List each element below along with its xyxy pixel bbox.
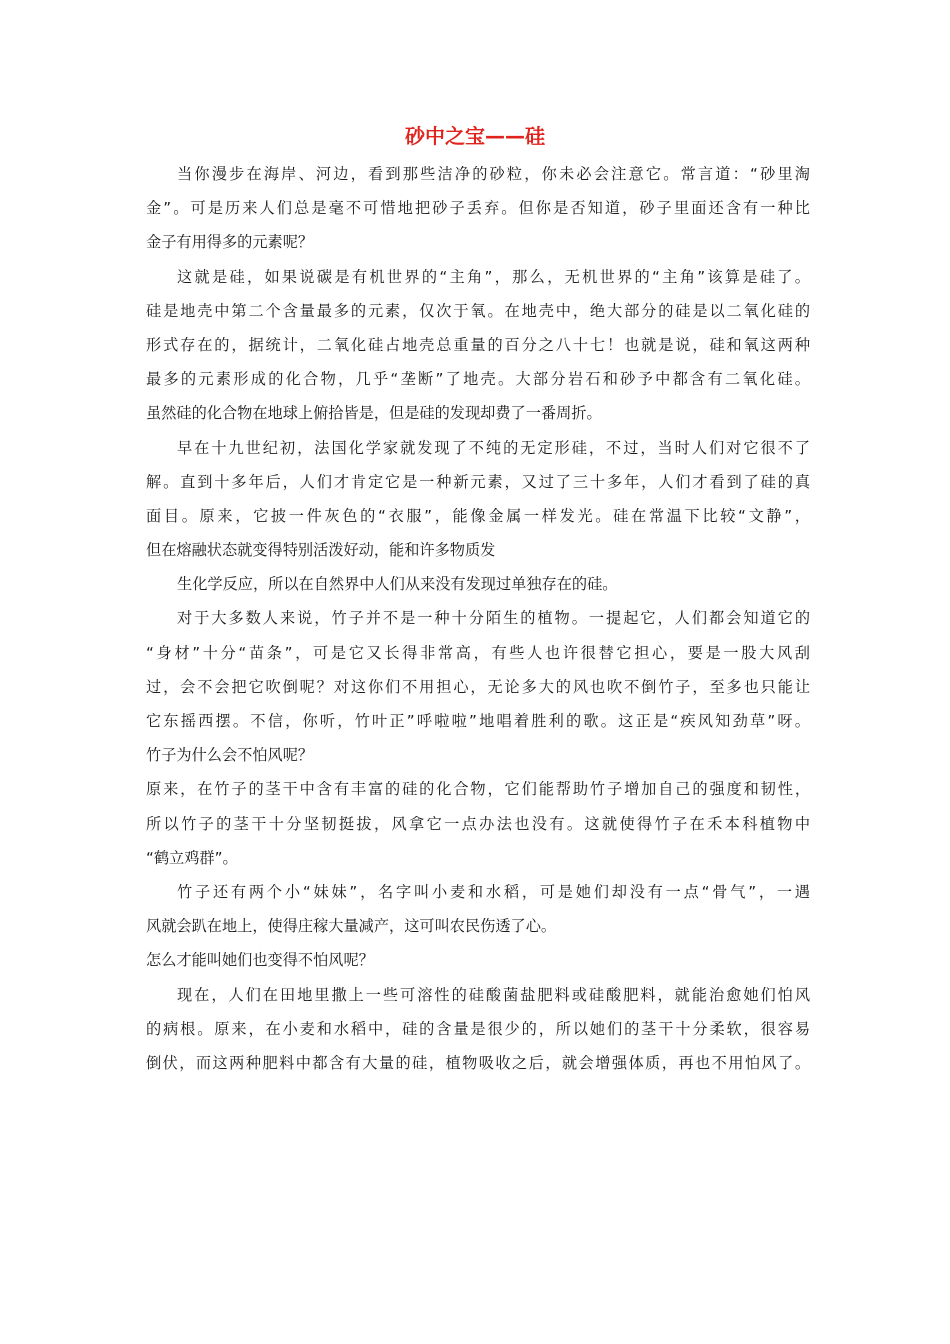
text-line: 现在，人们在田地里撒上一些可溶性的硅酸菌盐肥料或硅酸肥料，就能治愈她们怕风 <box>177 985 810 1004</box>
page-title: 砂中之宝——硅 <box>405 124 545 148</box>
text-line: “鹤立鸡群”。 <box>146 848 238 867</box>
text-line: 金”。可是历来人们总是毫不可惜地把砂子丢弃。但你是否知道，砂子里面还含有一种比 <box>146 199 810 218</box>
text-line: 它东摇西摆。不信，你听，竹叶正”呼啦啦”地唱着胜利的歌。这正是“疾风知劲草”呀。 <box>146 712 810 730</box>
text-line: 当你漫步在海岸、河边，看到那些洁净的砂粒，你未必会注意它。常言道：“砂里淘 <box>177 165 810 183</box>
text-line: 原来，在竹子的茎干中含有丰富的硅的化合物，它们能帮助竹子增加自己的强度和韧性， <box>146 780 810 799</box>
text-line: 解。直到十多年后，人们才肯定它是一种新元素，又过了三十多年，人们才看到了硅的真 <box>146 472 810 491</box>
text-line: 怎么才能叫她们也变得不怕风呢？ <box>146 951 374 970</box>
text-line: “身材”十分“苗条”，可是它又长得非常高，有些人也许很替它担心，要是一股大风刮 <box>146 643 810 662</box>
text-line: 虽然硅的化合物在地球上俯拾皆是，但是硅的发现却费了一番周折。 <box>146 404 602 423</box>
text-line: 倒伏，而这两种肥料中都含有大量的硅，植物吸收之后，就会增强体质，再也不用怕风了。 <box>146 1053 810 1072</box>
text-line: 过，会不会把它吹倒呢？对这你们不用担心，无论多大的风也吹不倒竹子，至多也只能让 <box>146 677 810 696</box>
text-line: 的病根。原来，在小麦和水稻中，硅的含量是很少的，所以她们的茎干十分柔软，很容易 <box>146 1019 810 1038</box>
document-body <box>146 157 810 1080</box>
text-line: 硅是地壳中第二个含量最多的元素，仅次于氧。在地壳中，绝大部分的硅是以二氧化硅的 <box>146 301 810 320</box>
text-line: 风就会趴在地上，使得庄稼大量减产，这可叫农民伤透了心。 <box>146 917 557 936</box>
text-line: 竹子还有两个小“妹妹”，名字叫小麦和水稻，可是她们却没有一点“骨气”，一遇 <box>177 882 810 901</box>
text-line: 生化学反应，所以在自然界中人们从来没有发现过单独存在的硅。 <box>177 575 618 594</box>
text-line: 这就是硅，如果说碳是有机世界的“主角”，那么，无机世界的“主角”该算是硅了。 <box>177 267 810 286</box>
text-line: 所以竹子的茎干十分坚韧挺拔，风拿它一点办法也没有。这就使得竹子在禾本科植物中 <box>146 814 810 833</box>
text-line: 竹子为什么会不怕风呢？ <box>146 746 314 765</box>
text-line: 但在熔融状态就变得特别活泼好动，能和许多物质发 <box>146 541 496 560</box>
text-line: 早在十九世纪初，法国化学家就发现了不纯的无定形硅，不过，当时人们对它很不了 <box>177 438 810 457</box>
text-line: 面目。原来，它披一件灰色的“衣服”，能像金属一样发光。硅在常温下比较“文静”， <box>146 506 810 525</box>
text-line: 金子有用得多的元素呢？ <box>146 233 314 252</box>
text-line: 最多的元素形成的化合物，几乎“垄断”了地壳。大部分岩石和砂予中都含有二氧化硅。 <box>146 370 810 389</box>
text-line: 对于大多数人来说，竹子并不是一种十分陌生的植物。一提起它，人们都会知道它的 <box>177 609 810 628</box>
text-line: 形式存在的，据统计，二氧化硅占地壳总重量的百分之八十七！也就是说，硅和氧这两种 <box>146 335 810 354</box>
